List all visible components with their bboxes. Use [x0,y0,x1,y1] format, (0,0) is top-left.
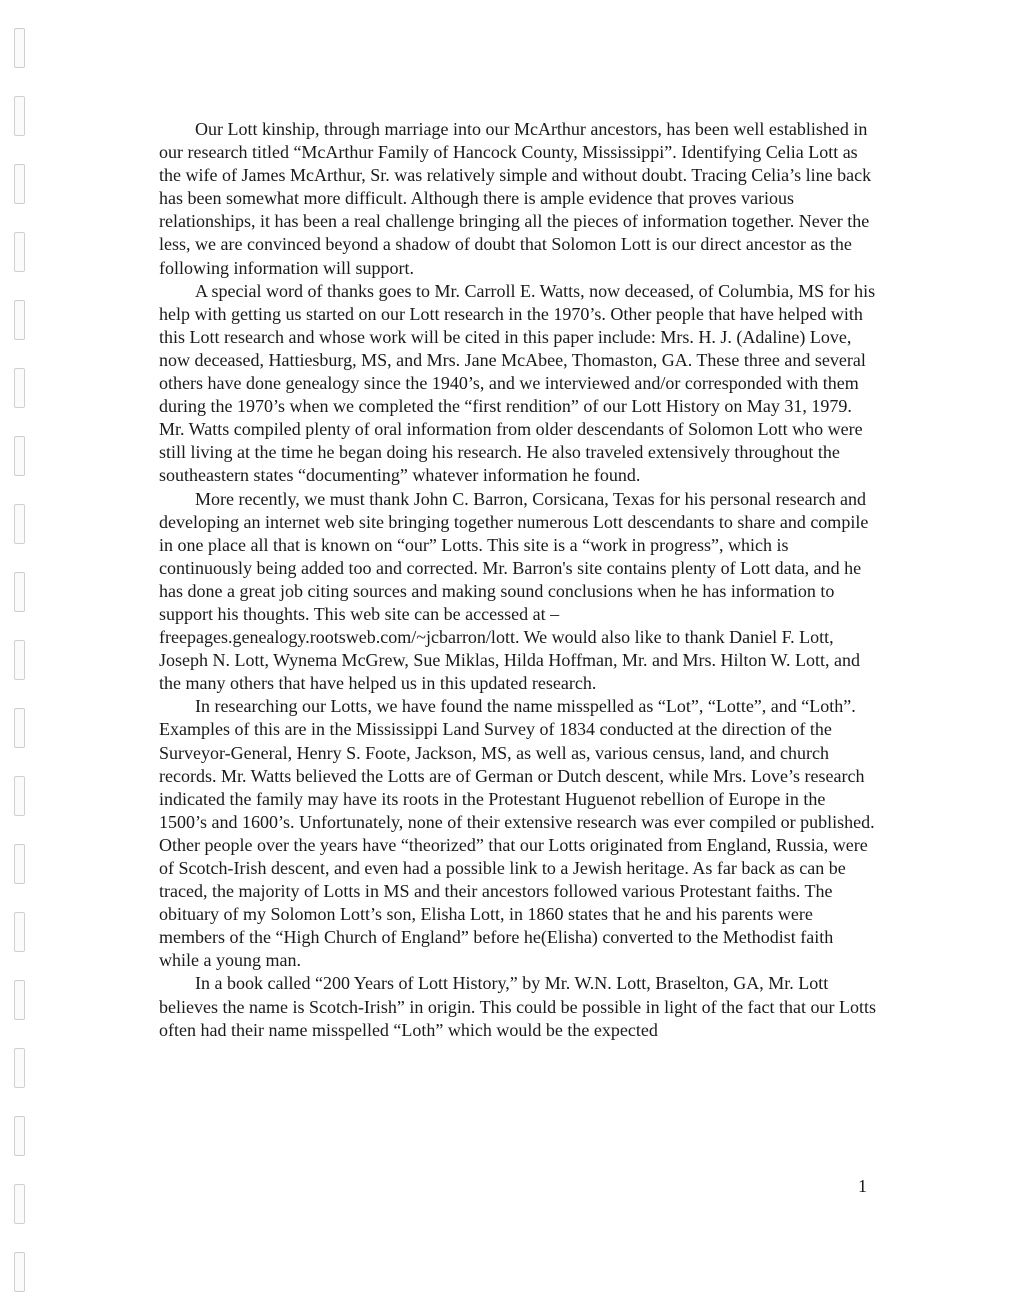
binder-holes [6,0,36,1315]
binder-hole [14,980,25,1020]
binder-hole [14,1184,25,1224]
binder-hole [14,300,25,340]
binder-hole [14,96,25,136]
binder-hole [14,1116,25,1156]
binder-hole [14,368,25,408]
binder-hole [14,572,25,612]
paragraph-origin: In a book called “200 Years of Lott History,” by Mr. W.N. Lott, Braselton, GA, Mr. Lott believes the name is Scotch-Irish” in origin. This could be possible in light of the fact that our Lotts often had their name misspelled “Loth” which would be the expected [159,973,877,1040]
paragraph-recent-research: More recently, we must thank John C. Barron, Corsicana, Texas for his personal research and developing an internet web site bringing together numerous Lott descendants to share and compile in one place all that is known on “our” Lotts. This site is a “work in progress”, which is continuously being added too and corrected. Mr. Barron's site contains plenty of Lott data, and he has done a great job citing sources and making sound conclusions when he has information to support his thoughts. This web site can be accessed at – freepages.genealogy.rootsweb.com/~jcbarron/lott. We would also like to thank Daniel F. Lott, Joseph N. Lott, Wynema McGrew, Sue Miklas, Hilda Hoffman, Mr. and Mrs. Hilton W. Lott, and the many others that have helped us in this updated research. [159,488,869,694]
page-number: 1 [858,1176,867,1196]
paragraph-intro: Our Lott kinship, through marriage into our McArthur ancestors, has been well established in our research titled “McArthur Family of Hancock County, Mississippi”. Identifying Celia Lott as the wife of James McArthur, Sr. was relatively simple and without doubt. Tracing Celia’s line back has been somewhat more difficult. Although there is ample evidence that proves various relationships, it has been a real challenge bringing all the pieces of information together. Never the less, we are convinced beyond a shadow of doubt that Solomon Lott is our direct ancestor as the following information will support. [159,119,872,278]
binder-hole [14,232,25,272]
binder-hole [14,640,25,680]
paragraph-name-spellings: In researching our Lotts, we have found the name misspelled as “Lot”, “Lotte”, and “Loth”. Examples of this are in the Mississippi Land Survey of 1834 conducted at the direction of the Surveyor-General, Henry S. Foote, Jackson, MS, as well as, various census, land, and church records. Mr. Watts believed the Lotts are of German or Dutch descent, while Mrs. Love’s research indicated the family may have its roots in the Protestant Huguenot rebellion of Europe in the 1500’s and 1600’s. Unfortunately, none of their extensive research was ever compiled or published. Other people over the years have “theorized” that our Lotts originated from England, Russia, were of Scotch-Irish descent, and even had a possible link to a Jewish heritage. As far back as can be traced, the majority of Lotts in MS and their ancestors followed various Protestant faiths. The obituary of my Solomon Lott’s son, Elisha Lott, in 1860 states that he and his parents were members of the “High Church of England” before he(Elisha) converted to the Methodist faith while a young man. [159,696,875,971]
binder-hole [14,504,25,544]
binder-hole [14,912,25,952]
binder-hole [14,1252,25,1292]
binder-hole [14,776,25,816]
binder-hole [14,28,25,68]
paragraph-acknowledgments: A special word of thanks goes to Mr. Carroll E. Watts, now deceased, of Columbia, MS for his help with getting us started on our Lott research in the 1970’s. Other people that have helped with this Lott research and whose work will be cited in this paper include: Mrs. H. J. (Adaline) Love, now deceased, Hattiesburg, MS, and Mrs. Jane McAbee, Thomaston, GA. These three and several others have done genealogy since the 1940’s, and we interviewed and/or corresponded with them during the 1970’s when we completed the “first rendition” of our Lott History on May 31, 1979. Mr. Watts compiled plenty of oral information from older descendants of Solomon Lott who were still living at the time he began doing his research. He also traveled extensively throughout the southeastern states “documenting” whatever information he found. [159,280,876,486]
binder-hole [14,164,25,204]
binder-hole [14,1048,25,1088]
document-body [159,118,877,1042]
binder-hole [14,844,25,884]
binder-hole [14,708,25,748]
binder-hole [14,436,25,476]
